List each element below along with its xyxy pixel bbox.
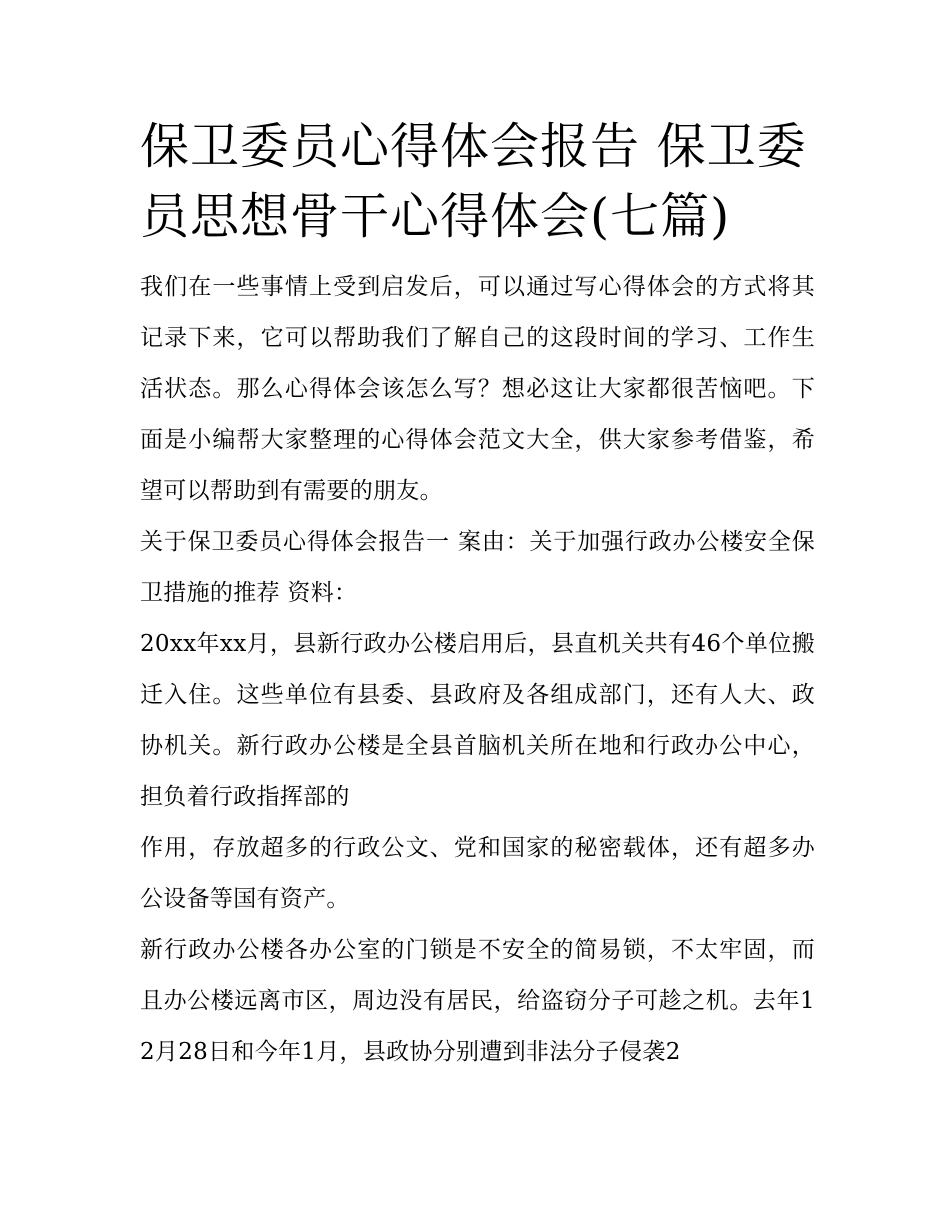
document-title: 保卫委员心得体会报告 保卫委员思想骨干心得体会(七篇) — [140, 118, 807, 245]
document-page — [140, 112, 815, 1078]
paragraph-security-issue: 新行政办公楼各办公室的门锁是不安全的简易锁，不太牢固，而且办公楼远离市区，周边没有居民，给盗窃分子可趁之机。去年12月28日和今年1月，县政协分别遭到非法分子侵袭2 — [140, 937, 815, 1065]
paragraph-intro: 我们在一些事情上受到启发后，可以通过写心得体会的方式将其记录下来，它可以帮助我们了解自己的这段时间的学习、工作生活状态。那么心得体会该怎么写？想必这让大家都很苦恼吧。下面是小编帮大家整理的心得体会范文大全，供大家参考借鉴，希望可以帮助到有需要的朋友。 — [140, 274, 815, 504]
paragraph-report-heading: 关于保卫委员心得体会报告一 案由：关于加强行政办公楼安全保卫措施的推荐 资料： — [140, 529, 815, 606]
paragraph-function: 作用，存放超多的行政公文、党和国家的秘密载体，还有超多办公设备等国有资产。 — [140, 835, 815, 912]
paragraph-background: 20xx年xx月，县新行政办公楼启用后，县直机关共有46个单位搬迁入住。这些单位有县委、县政府及各组成部门，还有人大、政协机关。新行政办公楼是全县首脑机关所在地和行政办公中心，担负着行政指挥部的 — [140, 631, 815, 810]
